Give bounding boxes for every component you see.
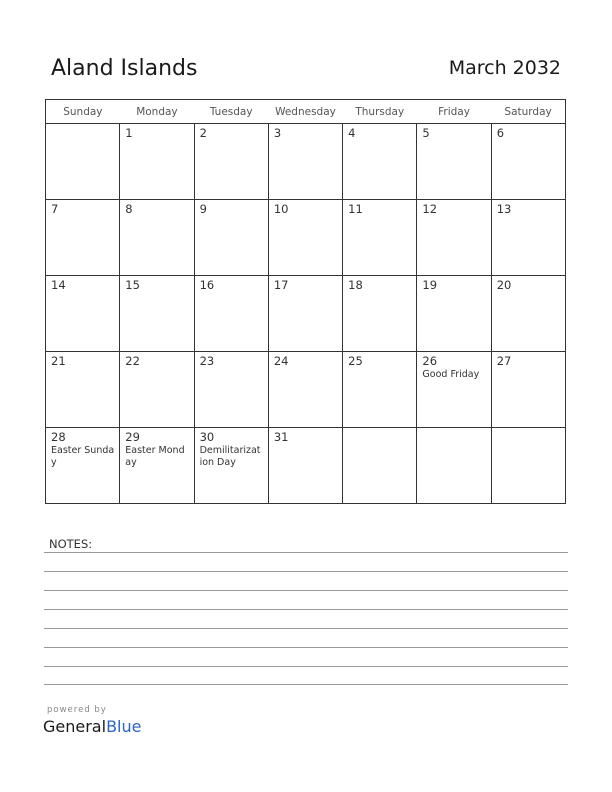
calendar-grid (45, 99, 566, 504)
day-number: 13 (496, 202, 512, 216)
weekday-monday: Monday (120, 100, 194, 124)
day-cell (417, 428, 491, 504)
day-number: 11 (348, 202, 363, 216)
week-row (46, 124, 566, 200)
day-number: 19 (422, 278, 438, 292)
week-row (46, 200, 566, 276)
note-line (44, 571, 568, 572)
weekday-saturday: Saturday (491, 100, 565, 124)
day-cell (343, 200, 417, 276)
day-cell (491, 200, 565, 276)
note-line (44, 684, 568, 685)
note-line (44, 628, 568, 629)
day-number: 15 (125, 278, 140, 292)
weekday-thursday: Thursday (343, 100, 417, 124)
day-number: 2 (199, 126, 207, 140)
day-number: 20 (496, 278, 512, 292)
day-number: 12 (422, 202, 438, 216)
notes-label: NOTES: (49, 537, 93, 551)
note-line (44, 666, 568, 667)
week-row (46, 276, 566, 352)
country-title: Aland Islands (51, 56, 198, 81)
day-cell (194, 200, 268, 276)
day-cell (46, 352, 120, 428)
day-cell (343, 124, 417, 200)
day-cell (120, 276, 194, 352)
day-number: 4 (348, 126, 356, 140)
day-cell (491, 352, 565, 428)
day-cell (343, 276, 417, 352)
powered-by-text: powered by (47, 705, 107, 715)
weekday-header-row (46, 100, 566, 124)
day-number: 31 (273, 430, 289, 444)
brand-text-blue: Blue (106, 717, 142, 736)
holiday-label: Easter Sunday (51, 445, 115, 468)
day-cell (343, 352, 417, 428)
holiday-label: Demilitarization Day (199, 445, 261, 468)
weekday-sunday: Sunday (46, 100, 120, 124)
day-number: 25 (348, 354, 363, 368)
day-number: 8 (125, 202, 133, 216)
day-cell (120, 352, 194, 428)
day-number: 16 (199, 278, 215, 292)
day-cell (268, 200, 342, 276)
day-number: 30 (199, 430, 215, 444)
brand-text-general: General (43, 717, 107, 736)
day-cell (194, 352, 268, 428)
day-number: 17 (273, 278, 289, 292)
day-number: 28 (51, 430, 66, 444)
day-cell (491, 124, 565, 200)
day-cell (268, 276, 342, 352)
brand-logo (43, 717, 141, 736)
day-cell (491, 276, 565, 352)
week-row (46, 428, 566, 504)
day-cell (120, 428, 194, 504)
holiday-label: Easter Monday (125, 445, 185, 468)
day-cell (120, 124, 194, 200)
day-cell (268, 428, 342, 504)
day-cell (194, 276, 268, 352)
day-number: 21 (51, 354, 66, 368)
day-number: 23 (199, 354, 215, 368)
day-number: 18 (348, 278, 363, 292)
day-cell (194, 428, 268, 504)
note-line (44, 590, 568, 591)
note-line (44, 647, 568, 648)
note-line (44, 552, 568, 553)
day-cell (417, 352, 491, 428)
holiday-label: Good Friday (422, 369, 480, 380)
weekday-friday: Friday (417, 100, 491, 124)
day-number: 6 (496, 126, 505, 140)
day-cell (417, 124, 491, 200)
day-number: 10 (273, 202, 289, 216)
day-number: 29 (125, 430, 140, 444)
day-number: 1 (125, 126, 133, 140)
weekday-wednesday: Wednesday (268, 100, 342, 124)
day-cell (46, 200, 120, 276)
week-row (46, 352, 566, 428)
day-cell (46, 276, 120, 352)
day-number: 5 (422, 126, 430, 140)
day-number: 22 (125, 354, 140, 368)
day-number: 3 (273, 126, 282, 140)
day-cell (491, 428, 565, 504)
day-number: 9 (199, 202, 207, 216)
day-number: 26 (422, 354, 438, 368)
day-number: 27 (496, 354, 512, 368)
day-cell (194, 124, 268, 200)
weekday-tuesday: Tuesday (194, 100, 268, 124)
day-cell (268, 124, 342, 200)
day-cell (46, 428, 120, 504)
day-cell (268, 352, 342, 428)
day-number: 24 (273, 354, 289, 368)
day-cell (120, 200, 194, 276)
day-cell (46, 124, 120, 200)
day-cell (343, 428, 417, 504)
day-number: 7 (51, 202, 59, 216)
day-cell (417, 276, 491, 352)
day-number: 14 (51, 278, 66, 292)
month-year-title: March 2032 (448, 57, 561, 79)
day-cell (417, 200, 491, 276)
note-line (44, 609, 568, 610)
